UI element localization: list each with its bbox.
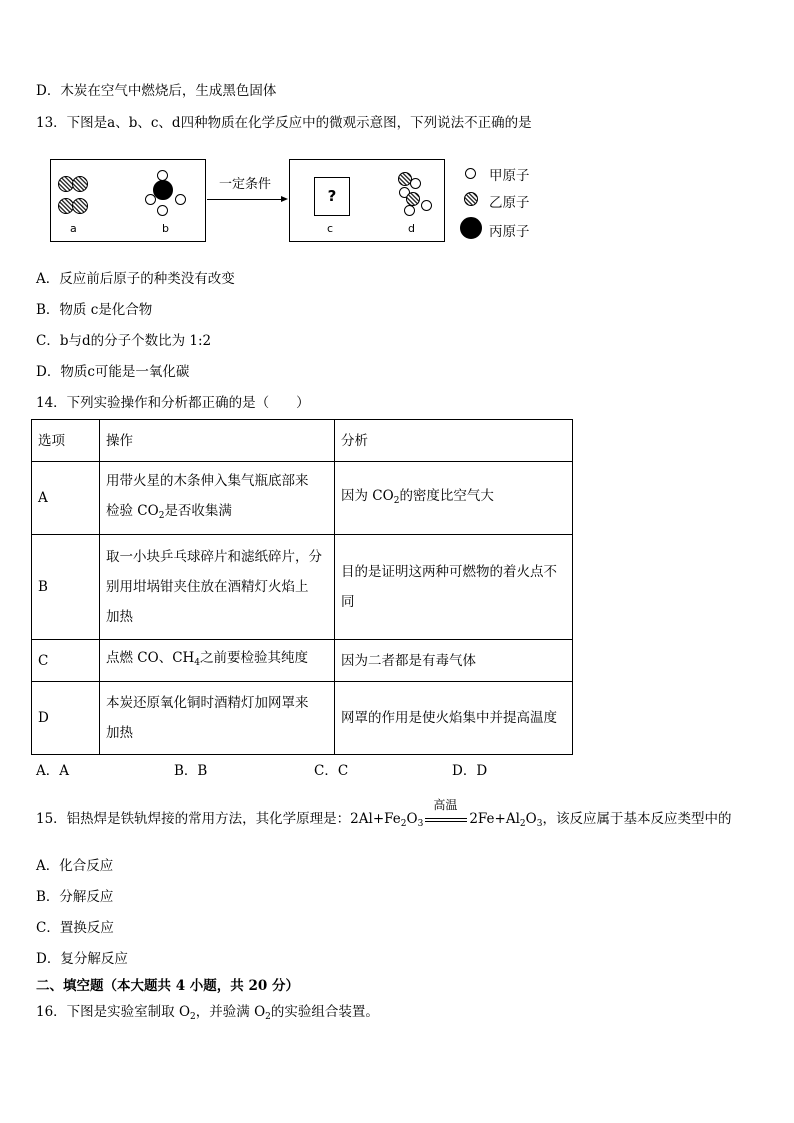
q14-table	[31, 419, 573, 755]
atom-yi	[72, 176, 88, 192]
reactants-box	[50, 159, 206, 242]
atom-yi	[72, 198, 88, 214]
reaction-condition-equation: 高温	[423, 810, 469, 828]
q13-option-d: D．物质c可能是一氧化碳	[36, 364, 190, 380]
reaction-condition: 一定条件	[219, 177, 272, 192]
header-analysis: 分析	[335, 420, 573, 462]
q15-option-b: B．分解反应	[36, 889, 114, 905]
row-option: C	[32, 640, 100, 682]
section-title: 二、填空题（本大题共 4 小题，共 20 分）	[36, 978, 299, 994]
analysis-line: 目的是证明这两种可燃物的着火点不	[341, 564, 557, 580]
atom-jia	[157, 205, 168, 216]
atom-yi	[406, 192, 420, 206]
table-header-row	[32, 420, 573, 462]
operation-line: 用带火星的木条伸入集气瓶底部来	[106, 472, 309, 489]
q15-stem: 15．铝热焊是铁轨焊接的常用方法，其化学原理是：$2Al+Fe_2O_3$ 高温 $2Fe+Al_2O_3$，该反应属于基本反应类型中的	[36, 798, 732, 829]
row-operation	[100, 682, 335, 755]
label-b: b	[162, 222, 169, 235]
table-row	[32, 682, 573, 755]
table-row	[32, 640, 573, 682]
q14-answer-c: C．C	[314, 763, 349, 779]
arrow-head-icon	[281, 196, 288, 202]
atom-jia	[175, 194, 186, 205]
q12-option-d: D．木炭在空气中燃烧后，生成黑色固体	[36, 83, 277, 99]
legend-jia-icon	[465, 168, 476, 179]
q16-stem: 16．下图是实验室制取 $O_2$，并验满 $O_2$的实验组合装置。	[36, 1004, 379, 1022]
row-option: B	[32, 535, 100, 640]
atom-jia	[410, 178, 421, 189]
row-operation: 点燃 CO、$CH_4$之前要检验其纯度	[100, 640, 335, 682]
legend-bing: 丙原子	[489, 224, 530, 240]
q13-stem: 13．下图是a、b、c、d四种物质在化学反应中的微观示意图，下列说法不正确的是	[36, 115, 532, 131]
label-d: d	[408, 222, 415, 235]
label-c: c	[327, 222, 334, 235]
row-analysis: 网罩的作用是使火焰集中并提高温度	[335, 682, 573, 755]
header-operation: 操作	[100, 420, 335, 462]
table-row	[32, 462, 573, 535]
q14-stem: 14．下列实验操作和分析都正确的是（ ）	[36, 395, 310, 411]
q13-option-b: B．物质 c是化合物	[36, 302, 153, 318]
q13-option-a: A．反应前后原子的种类没有改变	[36, 271, 235, 287]
atom-jia	[404, 205, 415, 216]
reaction-arrow	[207, 199, 283, 200]
row-operation	[100, 535, 335, 640]
operation-line: 别用坩埚钳夹住放在酒精灯火焰上	[106, 579, 309, 595]
operation-line: 加热	[106, 609, 133, 625]
q14-answer-a: A．A	[36, 763, 69, 779]
legend-bing-icon	[460, 217, 482, 239]
operation-line: 取一小块乒乓球碎片和滤纸碎片，分	[106, 549, 322, 565]
analysis-line: 同	[341, 594, 355, 610]
row-option: A	[32, 462, 100, 535]
atom-bing	[153, 180, 173, 200]
label-a: a	[70, 222, 77, 235]
row-operation	[100, 462, 335, 535]
operation-line: 本炭还原氧化铜时酒精灯加网罩来	[106, 695, 309, 711]
row-analysis: 因为二者都是有毒气体	[335, 640, 573, 682]
row-analysis: 因为 $CO_2$的密度比空气大	[335, 462, 573, 535]
atom-jia	[421, 200, 432, 211]
legend-yi: 乙原子	[489, 195, 530, 211]
legend-yi-icon	[464, 192, 478, 206]
products-box	[289, 159, 445, 242]
q15-option-a: A．化合反应	[36, 858, 114, 874]
q14-answer-d: D．D	[452, 763, 488, 779]
q13-option-c: C．b与d的分子个数比为 1:2	[36, 333, 212, 349]
q15-option-c: C．置换反应	[36, 920, 114, 936]
table-row	[32, 535, 573, 640]
row-analysis	[335, 535, 573, 640]
operation-line: 加热	[106, 725, 133, 741]
legend-jia: 甲原子	[489, 168, 530, 184]
q14-answer-b: B．B	[174, 763, 208, 779]
q15-option-d: D．复分解反应	[36, 951, 128, 967]
row-option: D	[32, 682, 100, 755]
header-option: 选项	[32, 420, 100, 462]
operation-line: 检验 $CO_2$是否收集满	[106, 502, 232, 521]
unknown-substance-box: ?	[314, 177, 350, 216]
